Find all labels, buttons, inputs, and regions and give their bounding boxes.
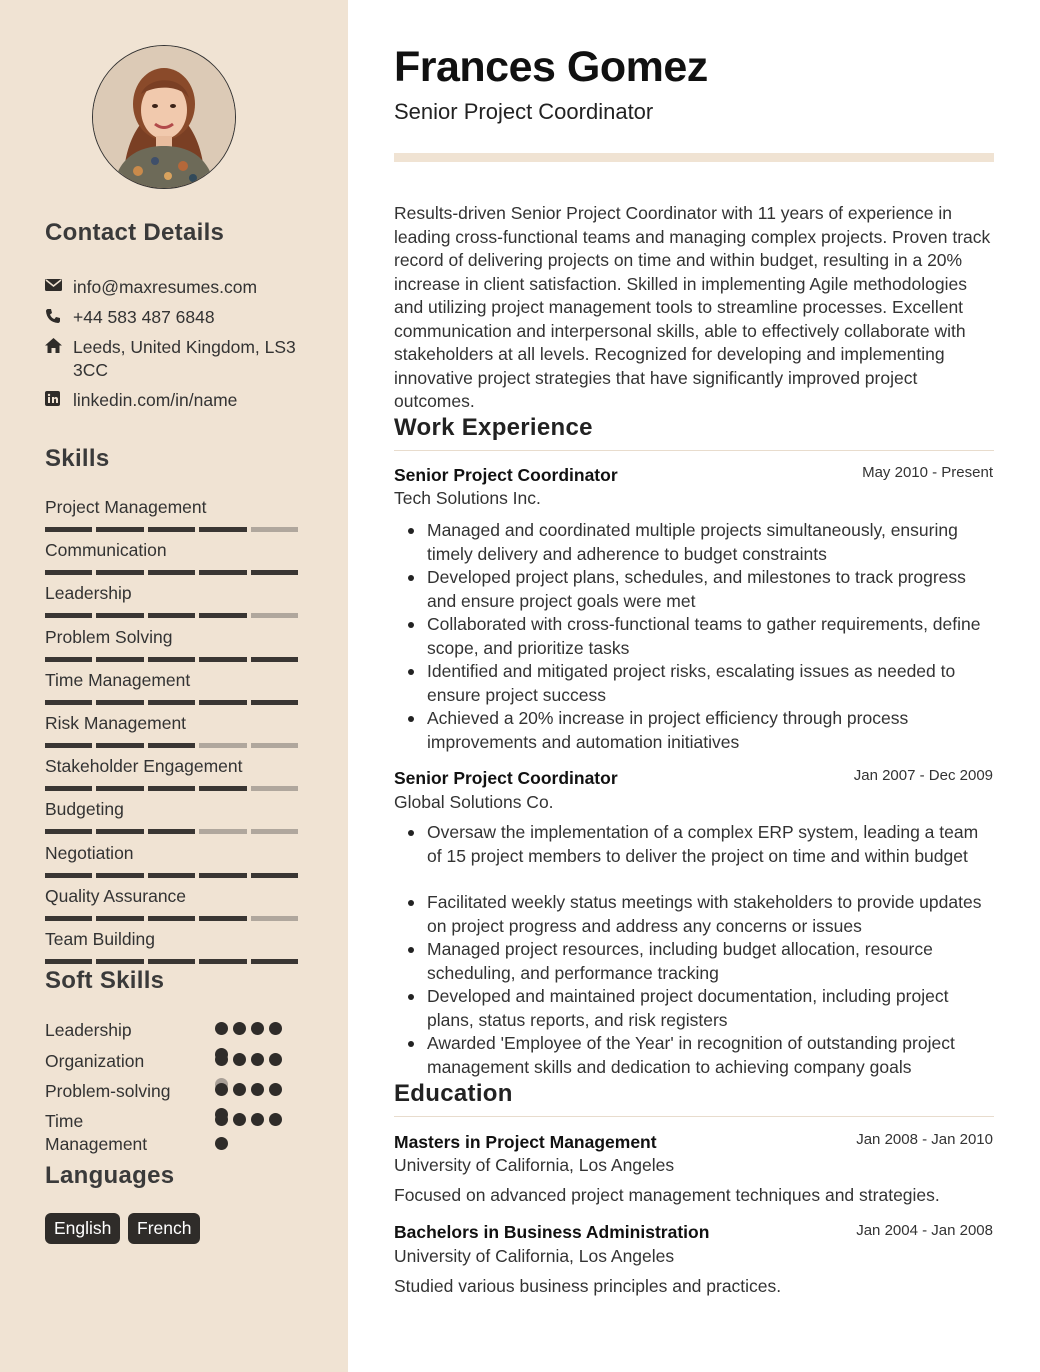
skill-level-segment — [148, 829, 195, 834]
skill-level-segment — [199, 570, 246, 575]
skill-level-segment — [96, 916, 143, 921]
main-content — [394, 0, 994, 1372]
list-item: Collaborated with cross-functional teams to gather requirements, define scope, and prioritize tasks — [427, 613, 994, 660]
skill-level-bar — [45, 657, 302, 662]
soft-skill-time-management — [45, 1110, 305, 1156]
skill-level-segment — [45, 873, 92, 878]
skill-level-segment — [148, 700, 195, 705]
accent-divider — [394, 153, 994, 162]
skill-level-bar — [45, 786, 302, 791]
skill-level-segment — [251, 786, 298, 791]
skill-name: Team Building — [45, 929, 155, 949]
section-divider — [394, 450, 994, 451]
list-item: Managed project resources, including budget allocation, resource scheduling, and performance tracking — [427, 938, 994, 985]
skill-level-bar — [45, 527, 302, 532]
skill-level-segment — [45, 570, 92, 575]
job-title: Senior Project Coordinator — [394, 768, 618, 788]
work-experience-heading: Work Experience — [394, 414, 593, 441]
contact-heading: Contact Details — [45, 219, 225, 246]
skill-level-segment — [251, 570, 298, 575]
skill-level-bar — [45, 613, 302, 618]
contact-linkedin — [45, 389, 305, 412]
skill-level-segment — [251, 829, 298, 834]
skill-level-segment — [96, 743, 143, 748]
job-bullets — [394, 821, 994, 1079]
soft-skill-name: Problem-solving — [45, 1081, 171, 1101]
skill-level-segment — [96, 613, 143, 618]
skill-level-segment — [251, 657, 298, 662]
sidebar — [0, 0, 348, 1372]
languages-heading: Languages — [45, 1162, 175, 1189]
skill-name: Budgeting — [45, 799, 124, 820]
skill-level-segment — [148, 570, 195, 575]
skill-name: Quality Assurance — [45, 885, 187, 906]
education-dates: Jan 2004 - Jan 2008 — [856, 1222, 993, 1239]
degree-title: Bachelors in Business Administration — [394, 1222, 710, 1242]
avatar — [92, 45, 236, 189]
skill-name: Stakeholder Engagement — [45, 756, 243, 777]
skill-item — [45, 496, 302, 532]
skill-name: Project Management — [45, 497, 207, 517]
skill-level-segment — [96, 786, 143, 791]
job-company: Global Solutions Co. — [394, 792, 554, 812]
skill-level-segment — [199, 916, 246, 921]
soft-skill-name: Leadership — [45, 1020, 132, 1040]
skill-level-segment — [199, 959, 246, 964]
profile-photo — [93, 46, 235, 188]
job-title: Senior Project Coordinator — [394, 465, 618, 485]
education-heading: Education — [394, 1080, 513, 1107]
skill-item — [45, 755, 302, 791]
skill-level-segment — [251, 527, 298, 532]
skill-level-segment — [251, 743, 298, 748]
list-item: Achieved a 20% increase in project efficiency through process improvements and automation initiatives — [427, 707, 994, 754]
language-badge: English — [45, 1213, 120, 1244]
skill-level-segment — [199, 700, 246, 705]
linkedin-link[interactable]: linkedin.com/in/name — [73, 390, 238, 410]
skill-level-segment — [148, 959, 195, 964]
skill-level-segment — [45, 657, 92, 662]
soft-skill-leadership — [45, 1019, 305, 1042]
skill-item — [45, 928, 302, 964]
language-badge: French — [128, 1213, 200, 1244]
skill-level-bar — [45, 829, 302, 834]
email-link[interactable]: info@maxresumes.com — [73, 277, 258, 297]
skill-level-segment — [96, 700, 143, 705]
skill-level-segment — [96, 570, 143, 575]
job-company: Tech Solutions Inc. — [394, 488, 541, 508]
list-item: Awarded 'Employee of the Year' in recognition of outstanding project management skills and dedication to achieving company goals — [427, 1032, 994, 1079]
skill-level-segment — [251, 916, 298, 921]
skill-level-segment — [45, 700, 92, 705]
skill-level-segment — [199, 873, 246, 878]
education-description: Studied various business principles and practices. — [394, 1276, 782, 1296]
contact-address — [45, 336, 305, 382]
skill-item — [45, 712, 302, 748]
list-item: Developed project plans, schedules, and milestones to track progress and ensure project goals were met — [427, 566, 994, 613]
skill-level-bar — [45, 743, 302, 748]
skill-level-segment — [96, 873, 143, 878]
job-bullets — [394, 519, 994, 754]
address-text: Leeds, United Kingdom, LS3 3CC — [73, 337, 296, 380]
linkedin-icon — [45, 389, 73, 412]
skills-heading: Skills — [45, 445, 110, 472]
soft-skills-heading: Soft Skills — [45, 967, 165, 994]
school-name: University of California, Los Angeles — [394, 1246, 675, 1266]
skill-level-segment — [45, 829, 92, 834]
home-icon — [45, 336, 73, 382]
skill-item — [45, 626, 302, 662]
envelope-icon — [45, 276, 73, 299]
skill-level-segment — [45, 613, 92, 618]
skill-item — [45, 669, 302, 705]
skill-name: Time Management — [45, 669, 191, 690]
list-item: Managed and coordinated multiple projects simultaneously, ensuring timely delivery and adherence to budget constraints — [427, 519, 994, 566]
skill-level-segment — [45, 959, 92, 964]
skill-level-segment — [199, 829, 246, 834]
list-item: Identified and mitigated project risks, escalating issues as needed to ensure project success — [427, 660, 994, 707]
list-item: Facilitated weekly status meetings with stakeholders to provide updates on project progress and address any concerns or issues — [427, 891, 994, 938]
skill-level-segment — [148, 786, 195, 791]
skill-level-segment — [251, 613, 298, 618]
phone-icon — [45, 306, 73, 329]
skill-level-segment — [199, 786, 246, 791]
skill-level-segment — [148, 613, 195, 618]
skill-name: Risk Management — [45, 713, 187, 733]
skill-level-segment — [45, 916, 92, 921]
skill-level-segment — [148, 743, 195, 748]
skill-level-segment — [45, 786, 92, 791]
skill-item — [45, 539, 302, 575]
skill-level-segment — [45, 743, 92, 748]
summary-text: Results-driven Senior Project Coordinator with 11 years of experience in leading cross-functional teams and managing complex projects. Proven track record of delivering projects on time and within budget, resulting in a 20% increase in client satisfaction. Skilled in implementing Agile methodologies and utilizing project management tools to streamline processes. Excellent communication and interpersonal skills, able to effectively collaborate with stakeholders at all levels. Recognized for developing and implementing innovative project strategies that have significantly improved project outcomes. — [394, 203, 991, 411]
degree-title: Masters in Project Management — [394, 1132, 657, 1152]
skill-level-bar — [45, 916, 302, 921]
skill-level-segment — [148, 527, 195, 532]
list-item: Developed and maintained project documentation, including project plans, status reports, and risk registers — [427, 985, 994, 1032]
skill-level-segment — [199, 743, 246, 748]
skill-level-segment — [148, 873, 195, 878]
skill-level-segment — [251, 959, 298, 964]
skill-level-segment — [199, 613, 246, 618]
skill-level-segment — [96, 657, 143, 662]
list-item: Oversaw the implementation of a complex ERP system, leading a team of 15 project members to deliver the project on time and within budget — [427, 821, 994, 868]
skill-item — [45, 798, 302, 834]
skill-item — [45, 885, 302, 921]
phone-text: +44 583 487 6848 — [73, 307, 215, 327]
job-dates: May 2010 - Present — [862, 464, 993, 481]
skill-level-segment — [148, 916, 195, 921]
contact-phone — [45, 306, 305, 329]
skill-level-segment — [96, 527, 143, 532]
candidate-title: Senior Project Coordinator — [394, 99, 654, 124]
skill-name: Negotiation — [45, 842, 134, 863]
skill-level-segment — [251, 700, 298, 705]
soft-skill-problem-solving — [45, 1080, 305, 1103]
soft-skill-name: Organization — [45, 1051, 145, 1071]
skill-level-segment — [251, 873, 298, 878]
soft-skill-organization — [45, 1050, 305, 1073]
section-divider — [394, 1116, 994, 1117]
skill-level-segment — [199, 527, 246, 532]
skill-level-segment — [96, 829, 143, 834]
school-name: University of California, Los Angeles — [394, 1155, 675, 1175]
skill-level-bar — [45, 700, 302, 705]
skill-item — [45, 842, 302, 878]
skill-level-segment — [148, 657, 195, 662]
soft-skill-name: Time Management — [45, 1111, 148, 1154]
skill-name: Leadership — [45, 583, 132, 604]
job-dates: Jan 2007 - Dec 2009 — [853, 767, 993, 784]
education-description: Focused on advanced project management techniques and strategies. — [394, 1185, 940, 1205]
skill-level-segment — [199, 657, 246, 662]
skill-level-segment — [96, 959, 143, 964]
skill-level-bar — [45, 570, 302, 575]
skill-item — [45, 582, 302, 618]
skill-level-bar — [45, 959, 302, 964]
education-dates: Jan 2008 - Jan 2010 — [856, 1131, 993, 1148]
skill-level-segment — [45, 527, 92, 532]
candidate-name: Frances Gomez — [394, 43, 708, 91]
skill-level-bar — [45, 873, 302, 878]
skill-name: Communication — [45, 540, 167, 561]
contact-email — [45, 276, 305, 299]
skill-name: Problem Solving — [45, 626, 173, 647]
